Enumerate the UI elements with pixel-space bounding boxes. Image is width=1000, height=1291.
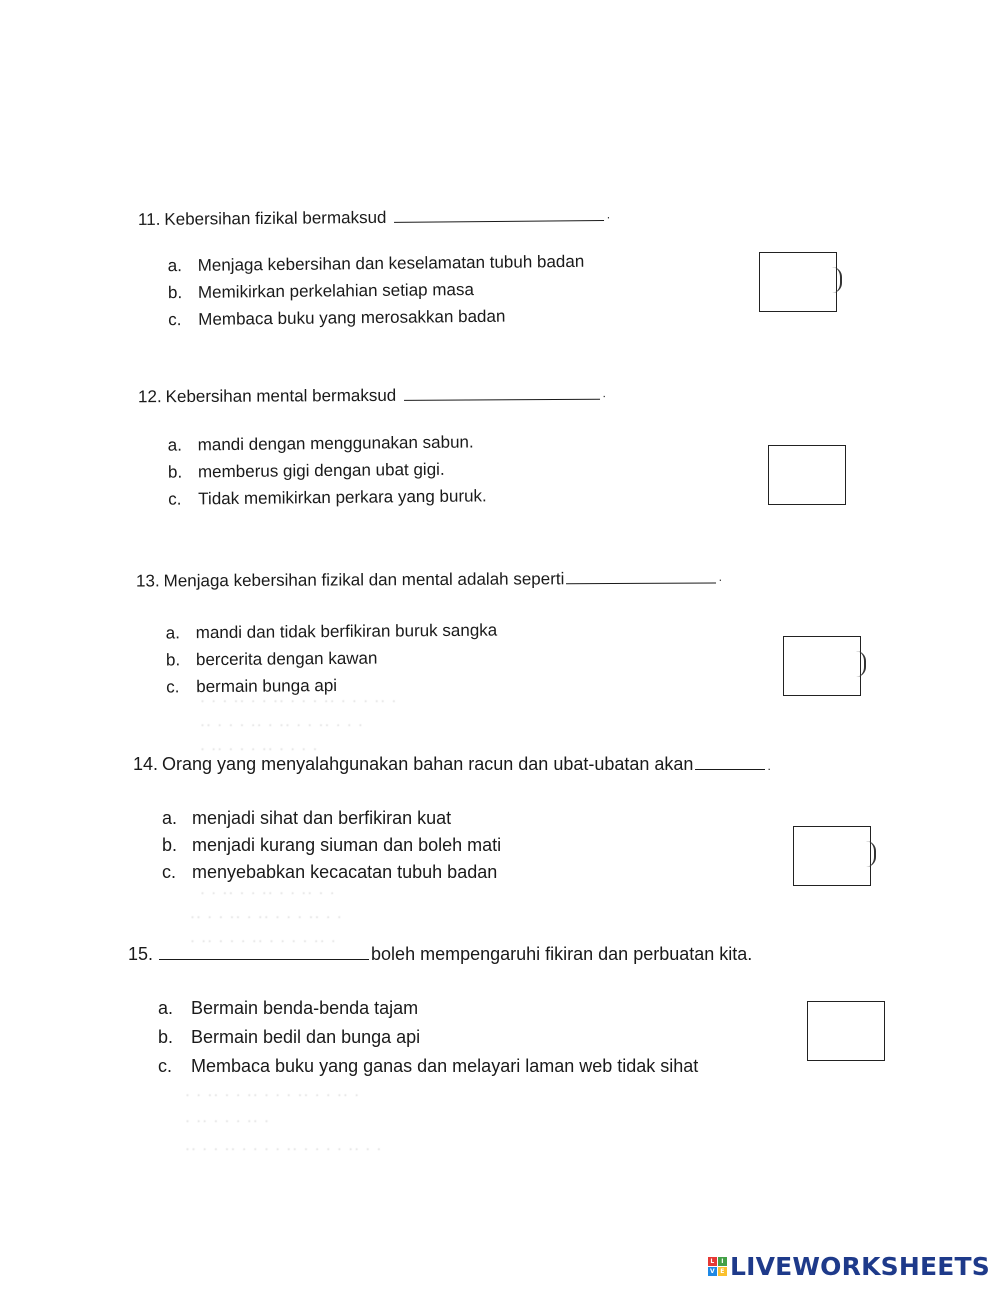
liveworksheets-wordmark: LIVEWORKSHEETS bbox=[729, 1252, 990, 1281]
answer-box-11[interactable] bbox=[759, 252, 837, 312]
options-list bbox=[158, 998, 698, 1085]
option-c: c. Membaca buku yang merosakkan badan bbox=[168, 306, 506, 330]
option-a: a. Bermain benda-benda tajam bbox=[158, 998, 419, 1018]
option-a: a. mandi dan tidak berfikiran buruk sangka bbox=[165, 620, 498, 643]
question-prompt: 13. Menjaga kebersihan fizikal dan mental adalah seperti · bbox=[135, 569, 723, 591]
option-a: a. Menjaga kebersihan dan keselamatan tubuh badan bbox=[167, 251, 585, 276]
option-b: b. Bermain bedil dan bunga api bbox=[158, 1027, 421, 1047]
option-a: a. menjadi sihat dan berfikiran kuat bbox=[162, 808, 452, 828]
options-list bbox=[168, 432, 487, 516]
question-text: boleh mempengaruhi fikiran dan perbuatan kita. bbox=[371, 944, 753, 964]
liveworksheets-logo-icon: L I V E bbox=[708, 1257, 727, 1276]
answer-box-15[interactable] bbox=[807, 1001, 885, 1061]
options-list bbox=[168, 252, 585, 337]
answer-box-13[interactable] bbox=[783, 636, 861, 696]
question-text: Menjaga kebersihan fizikal dan mental adalah seperti bbox=[163, 569, 565, 591]
answer-box-12[interactable] bbox=[768, 445, 846, 505]
option-c: c. Tidak memikirkan perkara yang buruk. bbox=[168, 486, 487, 509]
fill-in-blank-line bbox=[394, 206, 604, 223]
option-c: c. menyebabkan kecacatan tubuh badan bbox=[162, 862, 498, 882]
fill-in-blank-line bbox=[159, 945, 369, 960]
question-number: 11. bbox=[137, 209, 161, 230]
question-number: 14. bbox=[133, 754, 159, 774]
fill-in-blank-line bbox=[566, 568, 716, 584]
question-text: Kebersihan fizikal bermaksud bbox=[164, 207, 387, 229]
question-number: 15. bbox=[128, 944, 154, 964]
fill-in-blank-line bbox=[404, 385, 600, 401]
option-b: b. memberus gigi dengan ubat gigi. bbox=[167, 459, 445, 482]
question-number: 13. bbox=[135, 571, 160, 591]
options-list bbox=[162, 808, 501, 889]
option-b: b. Memikirkan perkelahian setiap masa bbox=[167, 279, 474, 303]
question-prompt: 12. Kebersihan mental bermaksud · bbox=[137, 385, 607, 407]
answer-box-14[interactable] bbox=[793, 826, 871, 886]
option-c: c. Membaca buku yang ganas dan melayari laman web tidak sihat bbox=[158, 1056, 699, 1076]
question-text: Orang yang menyalahgunakan bahan racun dan ubat-ubatan akan bbox=[162, 754, 694, 774]
fill-in-blank-line bbox=[695, 755, 765, 770]
question-prompt bbox=[128, 944, 752, 965]
question-text: Kebersihan mental bermaksud bbox=[165, 385, 397, 407]
question-prompt: 14. Orang yang menyalahgunakan bahan racun dan ubat-ubatan akan . bbox=[133, 754, 771, 774]
option-a: a. mandi dengan menggunakan sabun. bbox=[167, 432, 474, 455]
option-c: c. bermain bunga api bbox=[166, 675, 338, 697]
question-number: 12. bbox=[137, 387, 162, 407]
option-b: b. bercerita dengan kawan bbox=[165, 648, 378, 670]
option-b: b. menjadi kurang siuman dan boleh mati bbox=[162, 835, 502, 855]
liveworksheets-logo bbox=[708, 1252, 990, 1281]
question-prompt: 11. Kebersihan fizikal bermaksud · bbox=[137, 207, 611, 230]
